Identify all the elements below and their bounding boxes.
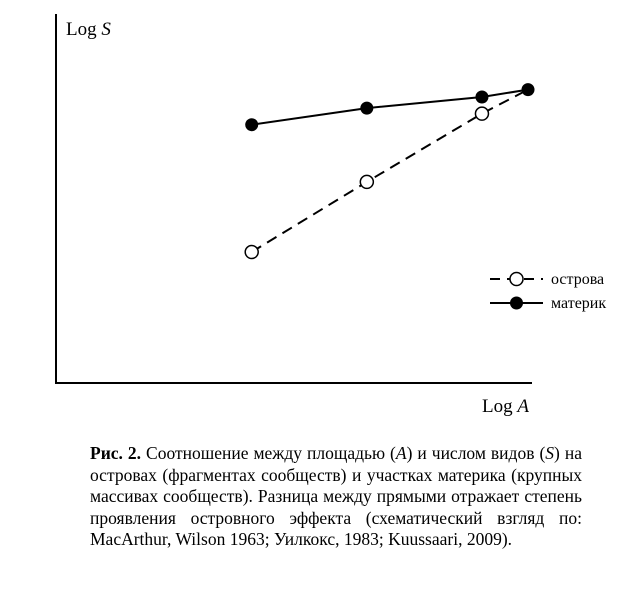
- x-axis-label: Log A: [482, 396, 529, 417]
- figure-caption: [90, 443, 582, 551]
- series-0-point-1: [360, 175, 373, 188]
- legend-item-islands: [490, 271, 604, 288]
- legend-label-mainland: материк: [551, 295, 607, 312]
- legend-label-islands: острова: [551, 271, 605, 288]
- caption-text: Соотношение между площадью (A) и числом видов (S) на островах (фрагментах сообществ) и участках материка (крупных массивах сообществ). Разница между прямыми отражает степень проявления островного эффекта (схематический взгляд по: MacArthur, Wilson 1963; Уилкокс, 1983; Kuussaari, 2009).: [90, 443, 582, 549]
- caption-lead: Рис. 2.: [90, 443, 142, 463]
- series-0-point-2: [475, 107, 488, 120]
- legend-open-circle-icon: [510, 273, 523, 286]
- series-1-point-1: [360, 102, 373, 115]
- legend-filled-circle-icon: [510, 297, 523, 310]
- y-axis-label: Log S: [66, 19, 111, 40]
- legend: [490, 271, 606, 312]
- legend-item-mainland: [490, 295, 606, 312]
- plot-area: [245, 83, 534, 258]
- series-1-point-3: [522, 83, 535, 96]
- series-0-point-0: [245, 246, 258, 259]
- series-1-point-2: [475, 91, 488, 104]
- series-1-point-0: [245, 118, 258, 131]
